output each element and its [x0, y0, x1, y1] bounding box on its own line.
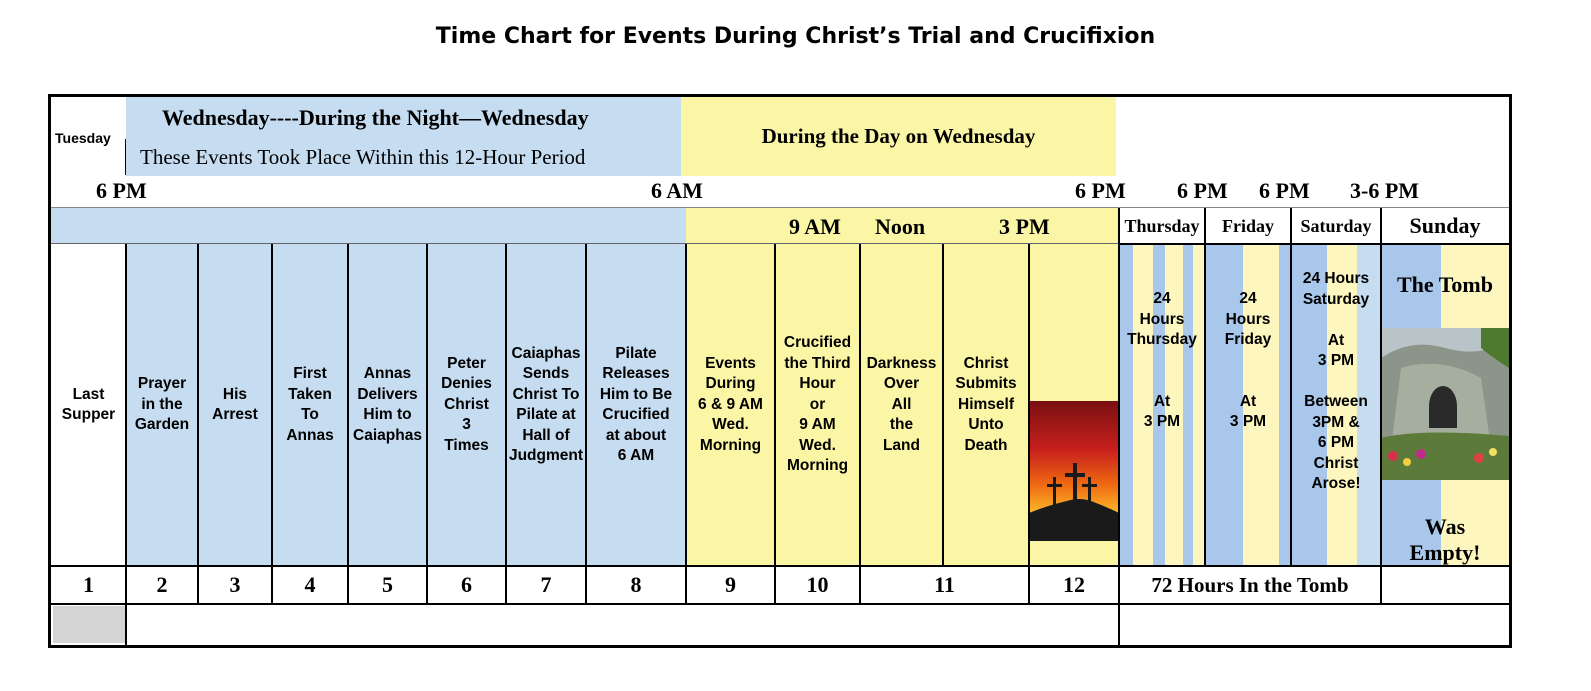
event-taken-annas: First Taken To Annas [272, 244, 348, 566]
event-arrest: His Arrest [198, 244, 272, 566]
number-12: 12 [1063, 572, 1085, 597]
time-9am: 9 AM [789, 214, 841, 239]
empty-tomb-image [1381, 328, 1509, 480]
night-subtitle: These Events Took Place Within this 12-Hour Period [140, 145, 586, 169]
event-last-supper: Last Supper [51, 244, 126, 566]
tomb-friday-text: 24 Hours Friday At 3 PM [1224, 290, 1272, 430]
event-darkness: Darkness Over All the Land [860, 244, 943, 566]
sunday-top-text: The Tomb [1397, 272, 1493, 297]
event-peter-denies: Peter Denies Christ 3 Times [427, 244, 506, 566]
number-2: 2 [156, 572, 168, 597]
day-saturday: Saturday [1300, 215, 1372, 236]
crosses-sunset-image [1029, 401, 1119, 541]
time-6pm-tuesday: 6 PM [96, 178, 147, 203]
time-6pm-thursday: 6 PM [1177, 178, 1228, 203]
tuesday-cell [51, 97, 126, 176]
day-header [681, 97, 1116, 176]
number-3: 3 [229, 572, 241, 597]
event-pilate-releases: Pilate Releases Him to Be Crucified at about 6 AM [586, 244, 686, 566]
night-band [51, 208, 686, 244]
time-6am: 6 AM [651, 178, 703, 203]
day-title: During the Day on Wednesday [761, 124, 1036, 148]
tomb-sunday [1381, 244, 1509, 566]
number-7: 7 [540, 572, 552, 597]
number-9: 9 [725, 572, 736, 597]
night-title: Wednesday----During the Night—Wednesday [162, 105, 589, 130]
gray-cell [53, 606, 125, 643]
event-6-9am: Events During 6 & 9 AM Wed. Morning [686, 244, 775, 566]
day-friday: Friday [1222, 215, 1274, 236]
number-11: 11 [934, 572, 955, 597]
tomb-total: 72 Hours In the Tomb [1151, 572, 1349, 597]
number-1: 1 [83, 572, 94, 597]
number-6: 6 [461, 572, 472, 597]
tuesday-label: Tuesday [55, 130, 111, 146]
tomb-thursday [1119, 244, 1205, 566]
event-prayer-garden: Prayer in the Garden [126, 244, 198, 566]
number-8: 8 [630, 572, 642, 597]
time-noon: Noon [875, 214, 926, 239]
tomb-saturday [1291, 244, 1381, 566]
tomb-thursday-text: 24 Hours Thursday At 3 PM [1127, 290, 1197, 430]
number-10: 10 [806, 572, 829, 597]
event-crucified: Crucified the Third Hour or 9 AM Wed. Morning [775, 244, 860, 566]
time-6pm-friday: 6 PM [1259, 178, 1310, 203]
chart-title: Time Chart for Events During Christ’s Trial and Crucifixion [435, 24, 1156, 49]
day-thursday: Thursday [1124, 215, 1200, 236]
night-header [126, 97, 681, 176]
tomb-friday [1205, 244, 1291, 566]
sunday-bottom-text: Was Empty! [1409, 514, 1481, 565]
event-annas-caiaphas: Annas Delivers Him to Caiaphas [348, 244, 427, 566]
number-5: 5 [382, 572, 393, 597]
time-3pm: 3 PM [999, 214, 1050, 239]
day-sunday: Sunday [1409, 213, 1481, 238]
number-4: 4 [304, 572, 316, 597]
time-6pm-wednesday: 6 PM [1075, 178, 1126, 203]
day-band [686, 208, 1119, 244]
chart-frame [48, 94, 1512, 648]
crosses-cell [1029, 244, 1119, 566]
event-christ-submits: Christ Submits Himself Unto Death [943, 244, 1029, 566]
tomb-saturday-text: 24 Hours Saturday At 3 PM Between 3PM & 6 PM Christ Arose! [1302, 270, 1370, 492]
event-caiaphas-pilate: Caiaphas Sends Christ To Pilate at Hall of Judgment [506, 244, 586, 566]
time-3-6pm-sunday: 3-6 PM [1350, 178, 1420, 203]
